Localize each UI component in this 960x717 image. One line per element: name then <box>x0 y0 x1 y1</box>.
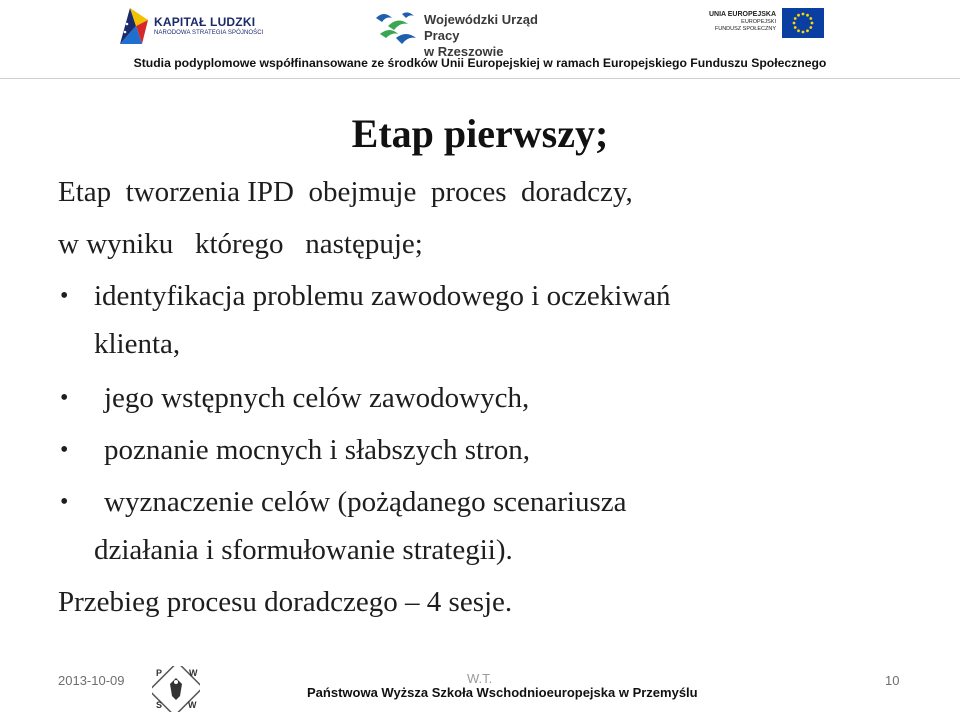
bullet-4-line-1: wyznaczenie celów (pożądanego scenariusza <box>104 486 627 518</box>
eu-name: UNIA EUROPEJSKA <box>708 11 776 18</box>
header-divider <box>0 78 960 79</box>
kapital-ludzki-emblem-icon <box>118 6 152 46</box>
bullet-marker-1: • <box>60 283 69 309</box>
wup-name-line1: Wojewódzki Urząd Pracy <box>424 12 538 43</box>
bullet-marker-2: • <box>60 385 69 411</box>
esf-name-line2: FUNDUSZ SPOŁECZNY <box>714 26 776 32</box>
footer-page-number: 10 <box>885 673 900 688</box>
bullet-1-line-1: identyfikacja problemu zawodowego i oczekiwań <box>94 280 671 312</box>
header-logos <box>0 0 960 80</box>
wup-birds-icon <box>372 8 420 50</box>
pwsw-letter-s: S <box>156 700 163 710</box>
bullet-marker-4: • <box>60 489 69 515</box>
pwsw-logo <box>152 666 200 712</box>
footer-author: W.T. <box>467 671 493 686</box>
slide-title: Etap pierwszy; <box>351 111 609 156</box>
intro-line-2: w wyniku którego następuje; <box>58 228 423 260</box>
pwsw-letter-w1: W <box>189 668 198 678</box>
footer-school-name: Państwowa Wyższa Szkoła Wschodnioeuropejska w Przemyślu <box>307 685 698 700</box>
bullet-marker-3: • <box>60 437 69 463</box>
wup-logo <box>372 8 572 59</box>
kapital-ludzki-logo <box>118 6 278 46</box>
bullet-2-line-1: jego wstępnych celów zawodowych, <box>104 382 530 414</box>
bullet-3-line-1: poznanie mocnych i słabszych stron, <box>104 434 531 466</box>
wup-name-line2: w Rzeszowie <box>424 44 504 59</box>
bullet-1-line-2: klienta, <box>94 328 181 360</box>
esf-name-line1: EUROPEJSKI <box>741 19 776 25</box>
kapital-ludzki-subtitle: NARODOWA STRATEGIA SPÓJNOŚCI <box>154 30 264 36</box>
eu-logo <box>700 8 825 40</box>
eu-flag-icon <box>782 8 824 38</box>
funding-tagline: Studia podyplomowe współfinansowane ze środków Unii Europejskiej w ramach Europejskiego Funduszu Społecznego <box>133 56 827 70</box>
pwsw-letter-p: P <box>156 668 163 678</box>
pwsw-letter-w2: W <box>188 700 197 710</box>
bullet-4-line-2: działania i sformułowanie strategii). <box>94 534 513 566</box>
footer-date: 2013-10-09 <box>58 673 125 688</box>
closing-line: Przebieg procesu doradczego – 4 sesje. <box>58 586 513 618</box>
intro-line-1: Etap tworzenia IPD obejmuje proces doradczy, <box>58 176 633 208</box>
kapital-ludzki-title: KAPITAŁ LUDZKI <box>154 15 256 29</box>
